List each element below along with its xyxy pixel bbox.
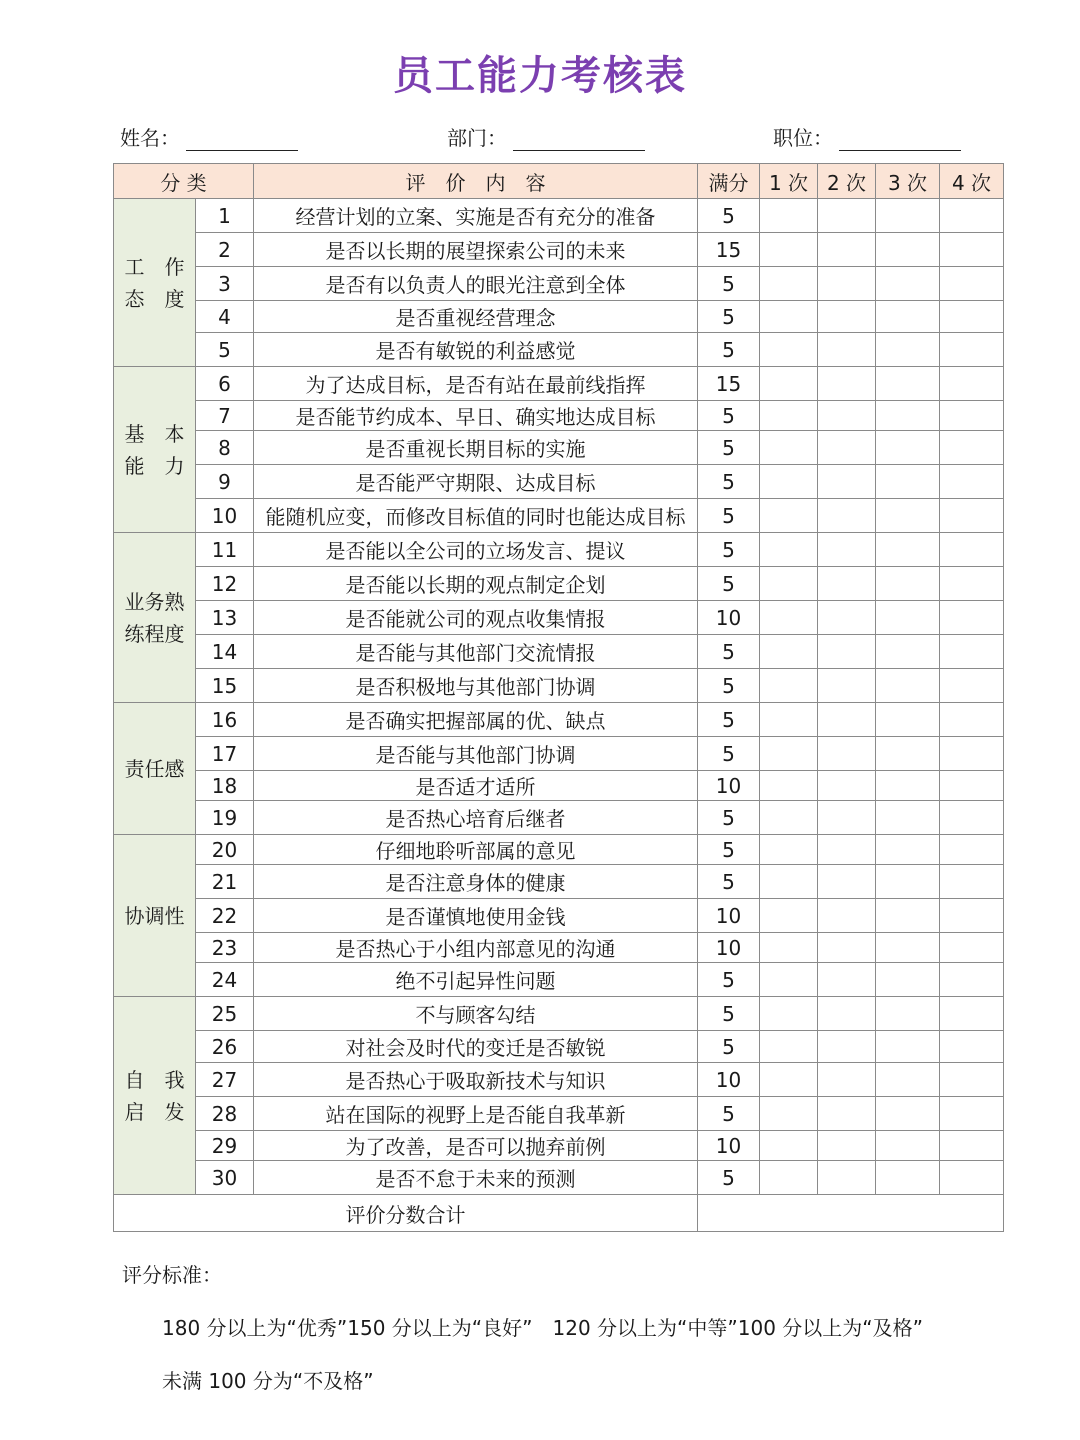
item-number: 6 [196, 367, 254, 401]
score-cell-attempt-3[interactable] [876, 1161, 940, 1195]
item-full-score: 5 [698, 1161, 760, 1195]
header-attempt-4: 4 次 [940, 164, 1004, 199]
item-number: 21 [196, 865, 254, 899]
item-number: 9 [196, 465, 254, 499]
table-row [114, 703, 1004, 737]
category-cell: 基 本 能 力 [114, 367, 196, 533]
item-number: 11 [196, 533, 254, 567]
item-full-score: 10 [698, 771, 760, 801]
score-cell-attempt-2[interactable] [818, 499, 876, 533]
score-cell-attempt-2[interactable] [818, 401, 876, 431]
table-row [114, 865, 1004, 899]
table-header-row [114, 164, 1004, 199]
score-cell-attempt-4[interactable] [940, 267, 1004, 301]
item-content: 对社会及时代的变迁是否敏锐 [254, 1031, 698, 1063]
score-cell-attempt-2[interactable] [818, 1097, 876, 1131]
item-number: 30 [196, 1161, 254, 1195]
item-content: 是否有以负责人的眼光注意到全体 [254, 267, 698, 301]
item-full-score: 5 [698, 997, 760, 1031]
score-cell-attempt-3[interactable] [876, 431, 940, 465]
score-cell-attempt-1[interactable] [760, 601, 818, 635]
table-row [114, 899, 1004, 933]
item-content: 仔细地聆听部属的意见 [254, 835, 698, 865]
score-cell-attempt-3[interactable] [876, 199, 940, 233]
item-content: 绝不引起异性问题 [254, 963, 698, 997]
table-row [114, 601, 1004, 635]
item-content: 是否能与其他部门协调 [254, 737, 698, 771]
table-row [114, 533, 1004, 567]
score-cell-attempt-4[interactable] [940, 1063, 1004, 1097]
score-cell-attempt-3[interactable] [876, 1131, 940, 1161]
score-cell-attempt-2[interactable] [818, 533, 876, 567]
score-cell-attempt-1[interactable] [760, 533, 818, 567]
dept-label: 部门： [447, 126, 507, 150]
score-cell-attempt-1[interactable] [760, 499, 818, 533]
score-cell-attempt-1[interactable] [760, 431, 818, 465]
score-cell-attempt-2[interactable] [818, 737, 876, 771]
item-content: 是否能与其他部门交流情报 [254, 635, 698, 669]
score-cell-attempt-2[interactable] [818, 567, 876, 601]
item-number: 25 [196, 997, 254, 1031]
item-full-score: 5 [698, 703, 760, 737]
item-number: 4 [196, 301, 254, 333]
item-full-score: 5 [698, 267, 760, 301]
item-number: 12 [196, 567, 254, 601]
table-row [114, 1131, 1004, 1161]
item-full-score: 5 [698, 835, 760, 865]
score-cell-attempt-1[interactable] [760, 1161, 818, 1195]
item-full-score: 10 [698, 1131, 760, 1161]
score-cell-attempt-4[interactable] [940, 835, 1004, 865]
item-content: 是否确实把握部属的优、缺点 [254, 703, 698, 737]
table-row [114, 465, 1004, 499]
item-number: 20 [196, 835, 254, 865]
score-cell-attempt-3[interactable] [876, 669, 940, 703]
item-content: 是否能就公司的观点收集情报 [254, 601, 698, 635]
item-full-score: 5 [698, 567, 760, 601]
score-cell-attempt-4[interactable] [940, 1031, 1004, 1063]
score-cell-attempt-3[interactable] [876, 367, 940, 401]
score-cell-attempt-1[interactable] [760, 465, 818, 499]
score-cell-attempt-3[interactable] [876, 301, 940, 333]
item-full-score: 5 [698, 199, 760, 233]
score-cell-attempt-2[interactable] [818, 233, 876, 267]
score-cell-attempt-2[interactable] [818, 267, 876, 301]
item-content: 是否以长期的展望探索公司的未来 [254, 233, 698, 267]
score-cell-attempt-4[interactable] [940, 499, 1004, 533]
item-content: 为了改善，是否可以抛弃前例 [254, 1131, 698, 1161]
score-cell-attempt-4[interactable] [940, 771, 1004, 801]
score-cell-attempt-4[interactable] [940, 601, 1004, 635]
table-row [114, 333, 1004, 367]
dept-blank[interactable] [513, 126, 645, 151]
item-content: 能随机应变，而修改目标值的同时也能达成目标 [254, 499, 698, 533]
score-cell-attempt-3[interactable] [876, 267, 940, 301]
score-cell-attempt-1[interactable] [760, 301, 818, 333]
score-cell-attempt-3[interactable] [876, 601, 940, 635]
score-cell-attempt-4[interactable] [940, 567, 1004, 601]
score-cell-attempt-3[interactable] [876, 499, 940, 533]
item-number: 19 [196, 801, 254, 835]
category-cell: 协调性 [114, 835, 196, 997]
table-row [114, 933, 1004, 963]
item-content: 是否能以全公司的立场发言、提议 [254, 533, 698, 567]
score-cell-attempt-1[interactable] [760, 963, 818, 997]
criteria-line-1: 180 分以上为“优秀”150 分以上为“良好” 120 分以上为“中等”100 分以上为“及格” [162, 1316, 924, 1340]
item-content: 是否注意身体的健康 [254, 865, 698, 899]
table-row [114, 963, 1004, 997]
table-row [114, 233, 1004, 267]
score-cell-attempt-3[interactable] [876, 333, 940, 367]
score-cell-attempt-3[interactable] [876, 1063, 940, 1097]
score-cell-attempt-3[interactable] [876, 401, 940, 431]
score-cell-attempt-1[interactable] [760, 771, 818, 801]
item-content: 是否积极地与其他部门协调 [254, 669, 698, 703]
score-cell-attempt-4[interactable] [940, 737, 1004, 771]
score-cell-attempt-1[interactable] [760, 997, 818, 1031]
item-content: 是否不怠于未来的预测 [254, 1161, 698, 1195]
score-cell-attempt-4[interactable] [940, 1097, 1004, 1131]
category-cell: 业务熟 练程度 [114, 533, 196, 703]
score-cell-attempt-4[interactable] [940, 1161, 1004, 1195]
table-body [114, 199, 1004, 1195]
score-cell-attempt-4[interactable] [940, 333, 1004, 367]
position-blank[interactable] [839, 126, 961, 151]
item-number: 27 [196, 1063, 254, 1097]
score-cell-attempt-1[interactable] [760, 801, 818, 835]
score-cell-attempt-4[interactable] [940, 865, 1004, 899]
score-cell-attempt-2[interactable] [818, 601, 876, 635]
score-cell-attempt-3[interactable] [876, 737, 940, 771]
score-cell-attempt-1[interactable] [760, 737, 818, 771]
category-cell: 自 我 启 发 [114, 997, 196, 1195]
item-full-score: 5 [698, 301, 760, 333]
category-cell: 责任感 [114, 703, 196, 835]
item-number: 26 [196, 1031, 254, 1063]
table-row [114, 669, 1004, 703]
score-cell-attempt-4[interactable] [940, 899, 1004, 933]
item-number: 15 [196, 669, 254, 703]
total-row [114, 1195, 1004, 1232]
table-row [114, 499, 1004, 533]
item-content: 站在国际的视野上是否能自我革新 [254, 1097, 698, 1131]
score-cell-attempt-2[interactable] [818, 801, 876, 835]
table-row [114, 567, 1004, 601]
item-number: 23 [196, 933, 254, 963]
score-cell-attempt-1[interactable] [760, 1031, 818, 1063]
score-cell-attempt-4[interactable] [940, 431, 1004, 465]
score-cell-attempt-2[interactable] [818, 1031, 876, 1063]
score-cell-attempt-4[interactable] [940, 301, 1004, 333]
item-full-score: 5 [698, 431, 760, 465]
table-row [114, 1031, 1004, 1063]
table-row [114, 199, 1004, 233]
score-cell-attempt-2[interactable] [818, 1063, 876, 1097]
item-full-score: 10 [698, 1063, 760, 1097]
total-label: 评价分数合计 [114, 1195, 698, 1232]
header-full-score: 满分 [698, 164, 760, 199]
header-attempt-2: 2 次 [818, 164, 876, 199]
table-row [114, 267, 1004, 301]
score-cell-attempt-4[interactable] [940, 465, 1004, 499]
score-cell-attempt-2[interactable] [818, 301, 876, 333]
score-cell-attempt-4[interactable] [940, 233, 1004, 267]
score-cell-attempt-4[interactable] [940, 635, 1004, 669]
header-content: 评 价 内 容 [254, 164, 698, 199]
table-row [114, 835, 1004, 865]
score-cell-attempt-4[interactable] [940, 801, 1004, 835]
position-field-group [773, 122, 961, 151]
score-cell-attempt-4[interactable] [940, 703, 1004, 737]
header-attempt-1: 1 次 [760, 164, 818, 199]
header-attempt-3: 3 次 [876, 164, 940, 199]
score-cell-attempt-1[interactable] [760, 199, 818, 233]
item-content: 是否能以长期的观点制定企划 [254, 567, 698, 601]
item-number: 14 [196, 635, 254, 669]
score-cell-attempt-4[interactable] [940, 199, 1004, 233]
table-row [114, 997, 1004, 1031]
score-cell-attempt-4[interactable] [940, 533, 1004, 567]
score-cell-attempt-2[interactable] [818, 333, 876, 367]
score-cell-attempt-3[interactable] [876, 997, 940, 1031]
total-score-cell[interactable] [698, 1195, 1004, 1232]
item-number: 17 [196, 737, 254, 771]
item-content: 是否热心于小组内部意见的沟通 [254, 933, 698, 963]
score-cell-attempt-2[interactable] [818, 635, 876, 669]
table-row [114, 1097, 1004, 1131]
score-cell-attempt-1[interactable] [760, 1097, 818, 1131]
item-number: 1 [196, 199, 254, 233]
table-row [114, 1161, 1004, 1195]
item-content: 是否有敏锐的利益感觉 [254, 333, 698, 367]
score-cell-attempt-1[interactable] [760, 835, 818, 865]
item-content: 是否能节约成本、早日、确实地达成目标 [254, 401, 698, 431]
item-content: 是否重视经营理念 [254, 301, 698, 333]
score-cell-attempt-1[interactable] [760, 635, 818, 669]
table-row [114, 431, 1004, 465]
table-row [114, 635, 1004, 669]
score-cell-attempt-1[interactable] [760, 669, 818, 703]
score-cell-attempt-3[interactable] [876, 533, 940, 567]
score-cell-attempt-1[interactable] [760, 865, 818, 899]
score-cell-attempt-3[interactable] [876, 635, 940, 669]
score-cell-attempt-2[interactable] [818, 703, 876, 737]
score-cell-attempt-3[interactable] [876, 835, 940, 865]
item-number: 10 [196, 499, 254, 533]
score-cell-attempt-4[interactable] [940, 669, 1004, 703]
table-row [114, 771, 1004, 801]
table-row [114, 801, 1004, 835]
item-number: 5 [196, 333, 254, 367]
score-cell-attempt-4[interactable] [940, 997, 1004, 1031]
item-full-score: 5 [698, 401, 760, 431]
item-content: 为了达成目标，是否有站在最前线指挥 [254, 367, 698, 401]
score-cell-attempt-4[interactable] [940, 963, 1004, 997]
score-cell-attempt-1[interactable] [760, 899, 818, 933]
score-cell-attempt-3[interactable] [876, 899, 940, 933]
item-number: 18 [196, 771, 254, 801]
score-cell-attempt-1[interactable] [760, 233, 818, 267]
item-full-score: 5 [698, 333, 760, 367]
item-number: 29 [196, 1131, 254, 1161]
score-cell-attempt-3[interactable] [876, 963, 940, 997]
score-cell-attempt-4[interactable] [940, 1131, 1004, 1161]
item-content: 是否能严守期限、达成目标 [254, 465, 698, 499]
score-cell-attempt-1[interactable] [760, 1063, 818, 1097]
evaluation-table [113, 163, 1004, 1232]
score-cell-attempt-2[interactable] [818, 669, 876, 703]
score-cell-attempt-3[interactable] [876, 465, 940, 499]
score-cell-attempt-1[interactable] [760, 333, 818, 367]
item-full-score: 5 [698, 865, 760, 899]
table-row [114, 401, 1004, 431]
item-number: 3 [196, 267, 254, 301]
score-cell-attempt-1[interactable] [760, 267, 818, 301]
score-cell-attempt-2[interactable] [818, 367, 876, 401]
score-cell-attempt-2[interactable] [818, 199, 876, 233]
item-full-score: 5 [698, 963, 760, 997]
score-cell-attempt-2[interactable] [818, 771, 876, 801]
score-cell-attempt-1[interactable] [760, 567, 818, 601]
criteria-heading: 评分标准： [122, 1263, 222, 1287]
score-cell-attempt-2[interactable] [818, 835, 876, 865]
score-cell-attempt-2[interactable] [818, 465, 876, 499]
name-field-group [120, 122, 298, 151]
item-number: 22 [196, 899, 254, 933]
item-content: 是否热心于吸取新技术与知识 [254, 1063, 698, 1097]
score-cell-attempt-2[interactable] [818, 899, 876, 933]
score-cell-attempt-3[interactable] [876, 771, 940, 801]
dept-field-group [447, 122, 645, 151]
name-blank[interactable] [186, 126, 298, 151]
score-cell-attempt-3[interactable] [876, 1097, 940, 1131]
item-number: 28 [196, 1097, 254, 1131]
item-full-score: 10 [698, 933, 760, 963]
score-cell-attempt-2[interactable] [818, 997, 876, 1031]
item-content: 不与顾客勾结 [254, 997, 698, 1031]
score-cell-attempt-2[interactable] [818, 963, 876, 997]
score-cell-attempt-1[interactable] [760, 367, 818, 401]
table-row [114, 1063, 1004, 1097]
item-content: 经营计划的立案、实施是否有充分的准备 [254, 199, 698, 233]
score-cell-attempt-1[interactable] [760, 1131, 818, 1161]
item-full-score: 15 [698, 233, 760, 267]
page-title: 员工能力考核表 [393, 53, 687, 99]
score-cell-attempt-2[interactable] [818, 933, 876, 963]
score-cell-attempt-4[interactable] [940, 933, 1004, 963]
item-number: 13 [196, 601, 254, 635]
score-cell-attempt-1[interactable] [760, 703, 818, 737]
score-cell-attempt-3[interactable] [876, 567, 940, 601]
employee-info-row [0, 122, 1080, 162]
item-full-score: 5 [698, 669, 760, 703]
item-content: 是否谨慎地使用金钱 [254, 899, 698, 933]
item-full-score: 10 [698, 601, 760, 635]
score-cell-attempt-4[interactable] [940, 367, 1004, 401]
table-row [114, 737, 1004, 771]
item-number: 8 [196, 431, 254, 465]
score-cell-attempt-3[interactable] [876, 233, 940, 267]
position-label: 职位： [773, 126, 833, 150]
item-content: 是否热心培育后继者 [254, 801, 698, 835]
item-content: 是否重视长期目标的实施 [254, 431, 698, 465]
score-cell-attempt-3[interactable] [876, 865, 940, 899]
item-full-score: 5 [698, 801, 760, 835]
item-full-score: 10 [698, 899, 760, 933]
item-number: 2 [196, 233, 254, 267]
table-row [114, 367, 1004, 401]
item-full-score: 5 [698, 635, 760, 669]
score-cell-attempt-3[interactable] [876, 703, 940, 737]
score-cell-attempt-4[interactable] [940, 401, 1004, 431]
item-full-score: 15 [698, 367, 760, 401]
score-cell-attempt-2[interactable] [818, 865, 876, 899]
criteria-line-2: 未满 100 分为“不及格” [162, 1369, 374, 1393]
item-full-score: 5 [698, 737, 760, 771]
table-row [114, 301, 1004, 333]
item-full-score: 5 [698, 1031, 760, 1063]
score-cell-attempt-2[interactable] [818, 1161, 876, 1195]
item-full-score: 5 [698, 465, 760, 499]
score-cell-attempt-2[interactable] [818, 431, 876, 465]
item-number: 7 [196, 401, 254, 431]
item-full-score: 5 [698, 1097, 760, 1131]
score-cell-attempt-2[interactable] [818, 1131, 876, 1161]
score-cell-attempt-1[interactable] [760, 933, 818, 963]
item-number: 16 [196, 703, 254, 737]
item-full-score: 5 [698, 499, 760, 533]
item-content: 是否适才适所 [254, 771, 698, 801]
item-full-score: 5 [698, 533, 760, 567]
score-cell-attempt-3[interactable] [876, 801, 940, 835]
header-category: 分 类 [114, 164, 254, 199]
item-number: 24 [196, 963, 254, 997]
name-label: 姓名： [120, 126, 180, 150]
score-cell-attempt-1[interactable] [760, 401, 818, 431]
score-cell-attempt-3[interactable] [876, 1031, 940, 1063]
score-cell-attempt-3[interactable] [876, 933, 940, 963]
category-cell: 工 作 态 度 [114, 199, 196, 367]
